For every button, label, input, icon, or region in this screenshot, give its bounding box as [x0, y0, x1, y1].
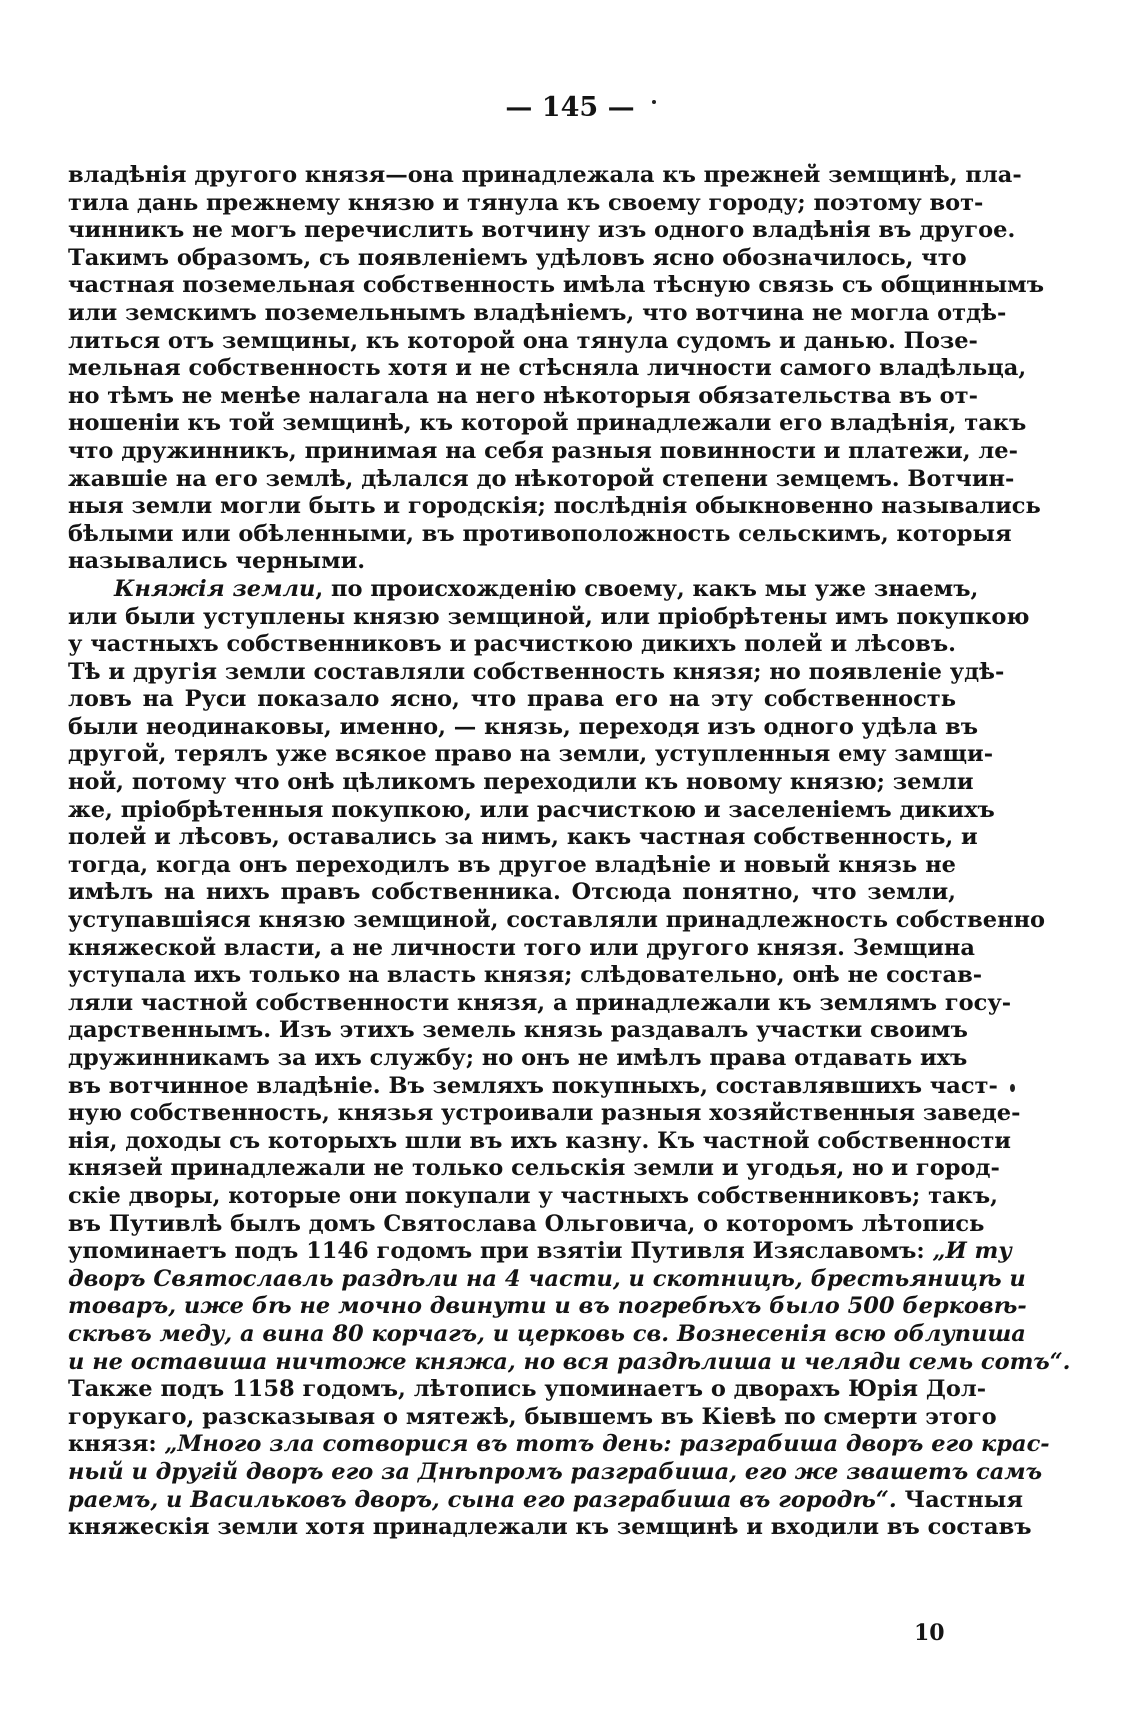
text-line: [68, 465, 1015, 494]
text-line: [68, 1403, 997, 1432]
text-span: мельная собственность хотя и не стѣсняла личности самого владѣльца,: [68, 355, 1027, 382]
text-line: [68, 299, 1007, 328]
text-span: назывались черными.: [68, 548, 366, 575]
text-line: [68, 989, 1012, 1018]
body-text: [68, 162, 1071, 1542]
text-span: что дружинникъ, принимая на себя разныя повинности и платежи, ле-: [68, 437, 1018, 464]
text-span: были неодинаковы, именно, — князь, переходя изъ одного удѣла въ: [68, 713, 979, 740]
text-span: ныя земли могли быть и городскія; послѣднія обыкновенно назывались: [68, 493, 1041, 520]
text-line: [68, 1182, 998, 1211]
text-line: [68, 355, 1027, 383]
text-line: [68, 1431, 1050, 1459]
text-span: ной, потому что онѣ цѣликомъ переходили къ новому князю; земли: [68, 769, 974, 796]
text-line: [68, 1045, 968, 1073]
text-line: [68, 1155, 1000, 1183]
text-line: [68, 548, 956, 576]
text-line: [68, 1293, 1027, 1321]
text-span: жавшіе на его землѣ, дѣлался до нѣкоторой степени земцемъ. Вотчин-: [68, 465, 1015, 492]
italic-text: раемъ, и Васильковъ дворъ, сына его разграбиша въ городѣ“.: [68, 1486, 897, 1513]
text-line: [68, 796, 995, 825]
text-span: уступала ихъ только на власть князя; слѣдовательно, онѣ не состав-: [68, 962, 983, 989]
text-line: [68, 493, 1041, 521]
text-line: [68, 189, 984, 218]
text-span: имѣлъ на нихъ правъ собственника. Отсюда понятно, что земли,: [68, 879, 956, 906]
text-span: княжескія земли хотя принадлежали къ земщинѣ и входили въ составъ: [68, 1514, 1032, 1541]
text-line: [68, 162, 1022, 190]
text-span: но тѣмъ не менѣе налагала на него нѣкоторыя обязательства въ от-: [68, 382, 978, 409]
text-line: [68, 1320, 1026, 1349]
text-span: Также подъ 1158 годомъ, лѣтопись упоминаетъ о дворахъ Юрія Дол-: [68, 1376, 987, 1403]
text-span: другой, терялъ уже всякое право на земли, уступленныя ему замщи-: [68, 741, 994, 768]
text-span: дружинникамъ за ихъ службу; но онъ не имѣлъ права отдавать ихъ: [68, 1045, 968, 1071]
text-span: Такимъ образомъ, съ появленіемъ удѣловъ ясно обозначилось, что: [68, 244, 967, 271]
text-line: [68, 520, 1012, 549]
text-line: [68, 1376, 987, 1404]
text-line: [68, 410, 1027, 438]
text-span: въ вотчинное владѣніе. Въ земляхъ покупныхъ, составлявшихъ част-: [68, 1072, 998, 1099]
text-span: литься отъ земщины, къ которой она тянула судомъ и данью. Позе-: [68, 327, 978, 354]
italic-text: ный и другій дворъ его за Днѣпромъ разграбиша, его же звашетъ самъ: [68, 1458, 1043, 1485]
text-span: горукаго, разсказывая о мятежѣ, бывшемъ въ Кіевѣ по смерти этого: [68, 1403, 997, 1430]
text-line: [68, 631, 956, 659]
text-line: [68, 713, 979, 742]
text-span: въ Путивлѣ былъ домъ Святослава Ольговича, о которомъ лѣтопись: [68, 1210, 985, 1237]
text-span: ношеніи къ той земщинѣ, къ которой принадлежали его владѣнія, такъ: [68, 410, 1027, 437]
text-line: [68, 382, 978, 411]
italic-text: Княжія земли: [114, 575, 316, 602]
text-span: бѣлыми или обѣленными, въ противоположность сельскимъ, которыя: [68, 520, 1012, 547]
text-span: Частныя: [896, 1486, 1023, 1513]
text-span: нія, доходы съ которыхъ шли въ ихъ казну. Къ частной собственности: [68, 1127, 1011, 1154]
print-speck: [652, 100, 656, 104]
text-span: князей принадлежали не только сельскія земли и угодья, но и город-: [68, 1155, 1000, 1182]
text-line: [68, 1458, 1043, 1487]
text-span: упоминаетъ подъ 1146 годомъ при взятіи Путивля Изяславомъ:: [68, 1238, 933, 1265]
text-span: ную собственность, князья устроивали разныя хозяйственныя заведе-: [68, 1100, 1021, 1127]
text-line: [68, 658, 1005, 687]
italic-text: „И ту: [932, 1238, 1012, 1265]
text-line: [68, 1100, 1021, 1128]
text-line: [68, 1017, 968, 1045]
text-line: [68, 879, 956, 907]
print-speck: [1010, 1084, 1015, 1092]
text-line: [68, 1072, 998, 1101]
signature-mark: 10: [914, 1620, 945, 1646]
text-span: или были уступлены князю земщиной, или пріобрѣтены имъ покупкою: [68, 603, 1030, 630]
text-line: [68, 769, 974, 797]
text-line: [68, 962, 983, 990]
text-line: [68, 1514, 1032, 1542]
text-line: [68, 1486, 1023, 1515]
text-span: частная поземельная собственность имѣла тѣсную связь съ общиннымъ: [68, 272, 1044, 299]
italic-text: „Много зла сотворися въ тотъ день: разграбиша дворъ его крас-: [164, 1431, 1050, 1458]
text-span: чинникъ не могъ перечислить вотчину изъ одного владѣнія въ другое.: [68, 217, 1016, 244]
text-span: владѣнія другого князя—она принадлежала къ прежней земщинѣ, пла-: [68, 162, 1022, 188]
text-span: тила дань прежнему князю и тянула къ своему городу; поэтому вот-: [68, 189, 984, 216]
text-line: [68, 824, 978, 852]
text-span: дарственнымъ. Изъ этихъ земель князь раздавалъ участки своимъ: [68, 1017, 968, 1044]
text-line: [68, 1210, 985, 1239]
text-span: полей и лѣсовъ, оставались за нимъ, какъ частная собственность, и: [68, 824, 978, 851]
page-number: — 145 —: [505, 92, 635, 123]
text-line: [68, 1348, 1071, 1377]
text-line: [68, 603, 1030, 632]
text-line: [68, 852, 956, 880]
text-line: [68, 327, 978, 356]
italic-text: дворъ Святославль раздѣли на 4 части, и скотницѣ, брестьяницѣ и: [68, 1265, 1026, 1292]
text-span: или земскимъ поземельнымъ владѣніемъ, что вотчина не могла отдѣ-: [68, 299, 1007, 326]
text-span: скіе дворы, которые они покупали у частныхъ собственниковъ; такъ,: [68, 1182, 998, 1209]
text-line: [68, 934, 975, 963]
text-span: тогда, когда онъ переходилъ въ другое владѣніе и новый князь не: [68, 851, 956, 878]
text-span: князя:: [68, 1431, 165, 1458]
text-span: уступавшіяся князю земщиной, составляли принадлежность собственно: [68, 907, 1046, 934]
text-line: [68, 437, 1018, 466]
text-line: [68, 1127, 1011, 1156]
text-span: ляли частной собственности князя, а принадлежали къ землямъ госу-: [68, 989, 1012, 1016]
text-line: [68, 272, 1044, 300]
text-span: ловъ на Руси показало ясно, что права его на эту собственность: [68, 686, 956, 713]
text-span: княжеской власти, а не личности того или другого князя. Земщина: [68, 934, 975, 961]
text-span: же, пріобрѣтенныя покупкою, или расчисткою и заселеніемъ дикихъ: [68, 796, 995, 823]
text-line: [68, 907, 1046, 935]
text-line: [68, 217, 1016, 245]
text-span: у частныхъ собственниковъ и расчисткою дикихъ полей и лѣсовъ.: [68, 631, 956, 658]
italic-text: скѣвъ меду, а вина 80 корчагъ, и церковь св. Вознесенія всю облупиша: [68, 1320, 1026, 1347]
text-line: [68, 686, 956, 714]
italic-text: и не оставиша ничтоже княжа, но вся раздѣлиша и челяди семь сотъ“.: [68, 1348, 1071, 1375]
text-line: [68, 741, 994, 769]
text-line: [68, 244, 967, 273]
text-line: [68, 1265, 1026, 1294]
italic-text: товаръ, иже бѣ не мочно двинути и въ погребѣхъ было 500 берковѣ-: [68, 1293, 1027, 1320]
text-span: Тѣ и другія земли составляли собственность князя; но появленіе удѣ-: [68, 658, 1005, 685]
text-line: [68, 1238, 1012, 1266]
text-span: , по происхожденію своему, какъ мы уже знаемъ,: [315, 575, 979, 602]
text-line: [68, 575, 979, 604]
